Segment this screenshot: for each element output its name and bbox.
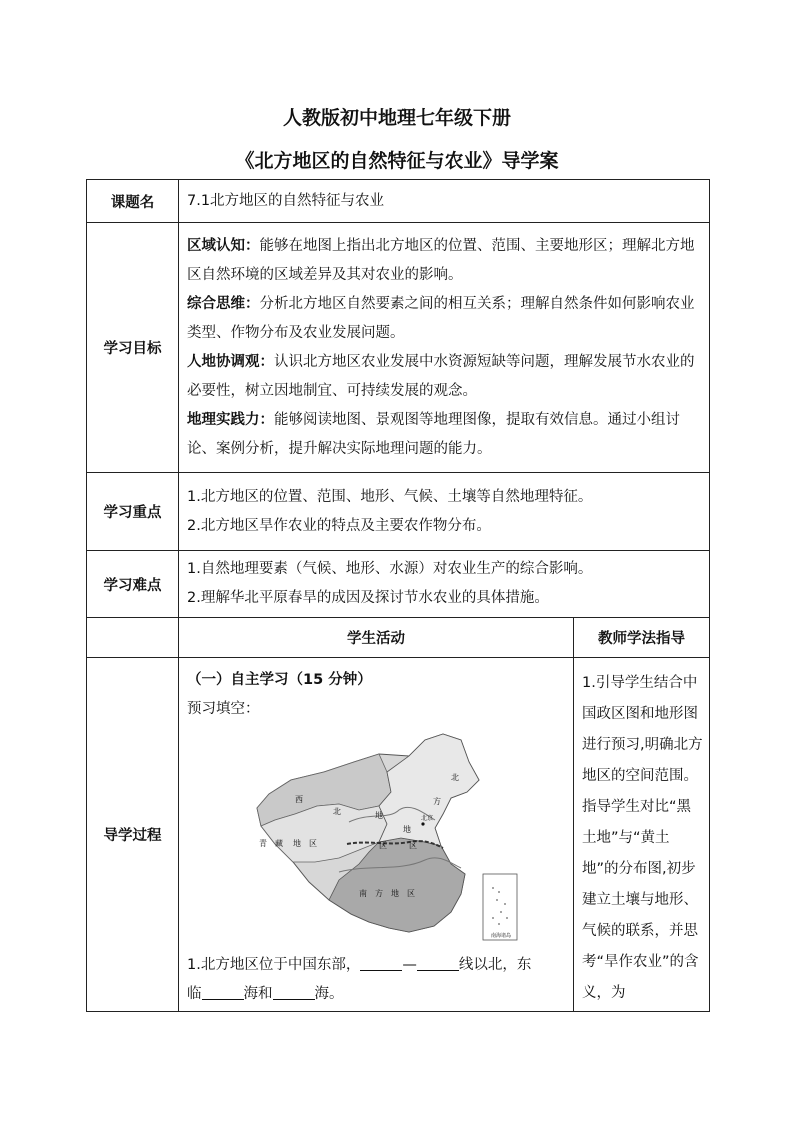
question-1: 1.北方地区位于中国东部， — 线以北，东 <box>187 951 567 980</box>
doc-subtitle: 《北方地区的自然特征与农业》导学案 <box>235 150 559 172</box>
process-label: 导学过程 <box>87 658 179 1012</box>
map-label: 方 <box>375 889 383 898</box>
answer-blank[interactable] <box>360 954 402 971</box>
map-city-label: 北京 <box>421 815 434 822</box>
map-label: 区 <box>379 841 387 850</box>
map-label: 方 <box>433 797 441 806</box>
map-label: 西 <box>295 795 303 804</box>
student-activity-header: 学生活动 <box>179 618 574 658</box>
topic-value: 7.1北方地区的自然特征与农业 <box>179 180 710 223</box>
map-label: 地 <box>375 811 383 820</box>
section-title: （一）自主学习（15 分钟） <box>187 672 372 688</box>
map-label: 地 <box>293 839 301 848</box>
answer-blank[interactable] <box>202 983 244 1000</box>
map-label: 地 <box>403 825 411 834</box>
goal-item: 地理实践力：能够阅读地图、景观图等地理图像，提取有效信息。通过小组讨论、案例分析，提升解决实际地理问题的能力。 <box>187 411 680 457</box>
empty-cell <box>87 618 179 658</box>
answer-blank[interactable] <box>417 954 459 971</box>
map-label: 南 <box>359 889 367 898</box>
doc-title: 人教版初中地理七年级下册 <box>282 107 511 129</box>
goals-content <box>179 223 710 473</box>
topic-label: 课题名 <box>87 180 179 223</box>
goal-item: 区域认知：能够在地图上指出北方地区的位置、范围、主要地形区；理解北方地区自然环境的区域差异及其对农业的影响。 <box>187 237 695 283</box>
goal-item: 人地协调观：认识北方地区农业发展中水资源短缺等问题，理解发展节水农业的必要性，树立因地制宜、可持续发展的观念。 <box>187 353 695 399</box>
key-label: 学习重点 <box>87 473 179 551</box>
answer-blank[interactable] <box>273 983 315 1000</box>
teacher-guide-header: 教师学法指导 <box>574 618 710 658</box>
difficulty-content: 1.自然地理要素（气候、地形、水源）对农业生产的综合影响。 2.理解华北平原春旱的成因及探讨节水农业的具体措施。 <box>179 551 710 618</box>
map-label: 青 <box>259 839 267 848</box>
goals-label: 学习目标 <box>87 223 179 473</box>
map-label: 区 <box>409 841 417 850</box>
difficulty-label: 学习难点 <box>87 551 179 618</box>
map-inset-label: 南海诸岛 <box>491 933 512 939</box>
lesson-table <box>86 179 710 1012</box>
question-1-cont: 临 海和 海。 <box>187 980 567 1009</box>
map-label: 区 <box>407 889 415 898</box>
preview-label: 预习填空： <box>187 701 260 717</box>
beijing-marker <box>421 822 424 825</box>
student-activity-cell <box>179 658 574 1012</box>
map-inset <box>483 874 517 940</box>
map-label: 北 <box>333 807 341 816</box>
goal-item: 综合思维：分析北方地区自然要素之间的相互关系；理解自然条件如何影响农业类型、作物分布及农业发展问题。 <box>187 295 695 341</box>
map-label: 区 <box>309 839 317 848</box>
map-label: 藏 <box>275 839 283 848</box>
key-content: 1.北方地区的位置、范围、地形、气候、土壤等自然地理特征。 2.北方地区旱作农业的特点及主要农作物分布。 <box>179 473 710 551</box>
map-label: 北 <box>451 773 459 782</box>
teacher-guide-cell: 1.引导学生结合中国政区图和地形图进行预习,明确北方地区的空间范围。指导学生对比“黑土地”与“黄土地”的分布图,初步建立土壤与地形、气候的联系，并思考“旱作农业”的含义，为 <box>574 658 710 1012</box>
china-region-map <box>229 732 529 947</box>
map-label: 地 <box>391 889 399 898</box>
